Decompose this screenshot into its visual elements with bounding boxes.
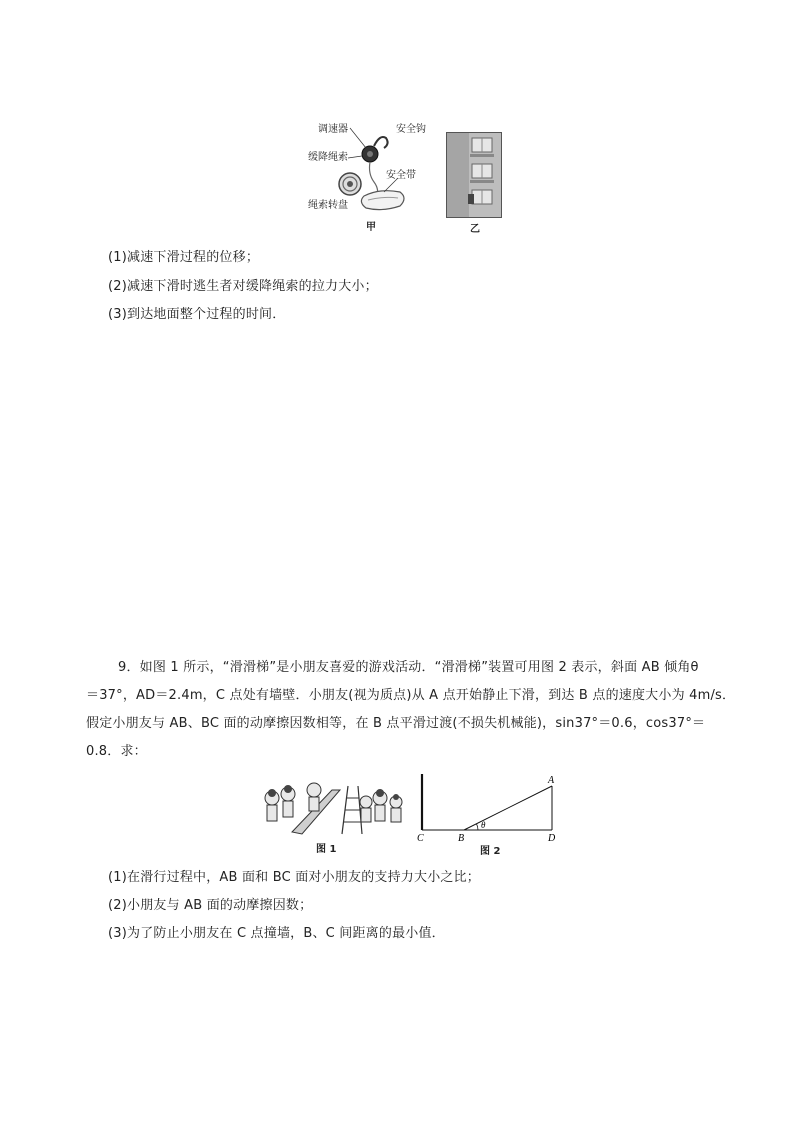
label-governor: 调速器: [318, 124, 348, 135]
caption-fig1: 图 1: [316, 844, 337, 855]
q9-item-2: (2)小朋友与 AB 面的动摩擦因数；: [108, 898, 313, 913]
figure-2: [412, 772, 562, 856]
point-C-label: C: [417, 833, 424, 842]
label-hook: 安全钩: [396, 124, 426, 135]
angle-theta-label: θ: [481, 820, 486, 830]
caption-yi: 乙: [470, 224, 480, 235]
figure-1: [262, 776, 408, 856]
point-B-label: B: [458, 833, 465, 842]
slide-illustration: [262, 776, 408, 838]
point-D-label: D: [548, 833, 556, 842]
p9-line-3: 假定小朋友与 AB、BC 面的动摩擦因数相等，在 B 点平滑过渡(不损失机械能)，sin37°＝0.6，cos37°＝: [86, 716, 706, 731]
p9-line-1: 9．如图 1 所示，“滑滑梯”是小朋友喜爱的游戏活动．“滑滑梯”装置可用图 2 表示，斜面 AB 倾角θ: [118, 660, 699, 675]
q9-item-1: (1)在滑行过程中，AB 面和 BC 面对小朋友的支持力大小之比；: [108, 870, 480, 885]
caption-fig2: 图 2: [480, 846, 501, 857]
figure-jia: [300, 112, 440, 234]
q9-item-3: (3)为了防止小朋友在 C 点撞墙，B、C 间距离的最小值．: [108, 926, 445, 941]
p9-line-2: ＝37°，AD＝2.4m，C 点处有墙壁．小朋友(视为质点)从 A 点开始静止下滑，到达 B 点的速度大小为 4m/s．: [86, 688, 736, 703]
point-A-label: A: [548, 775, 555, 786]
label-belt: 安全带: [386, 170, 416, 181]
building-photo: [446, 132, 502, 218]
incline-diagram: [412, 772, 562, 842]
label-reel: 绳索转盘: [308, 200, 348, 211]
q8-item-3: (3)到达地面整个过程的时间．: [108, 307, 286, 322]
caption-jia: 甲: [366, 222, 376, 233]
label-rope: 缓降绳索: [308, 152, 348, 163]
q8-item-1: (1)减速下滑过程的位移；: [108, 250, 260, 265]
q8-item-2: (2)减速下滑时逃生者对缓降绳索的拉力大小；: [108, 279, 378, 294]
p9-line-4: 0.8．求：: [86, 744, 147, 759]
figure-yi: [446, 132, 502, 234]
